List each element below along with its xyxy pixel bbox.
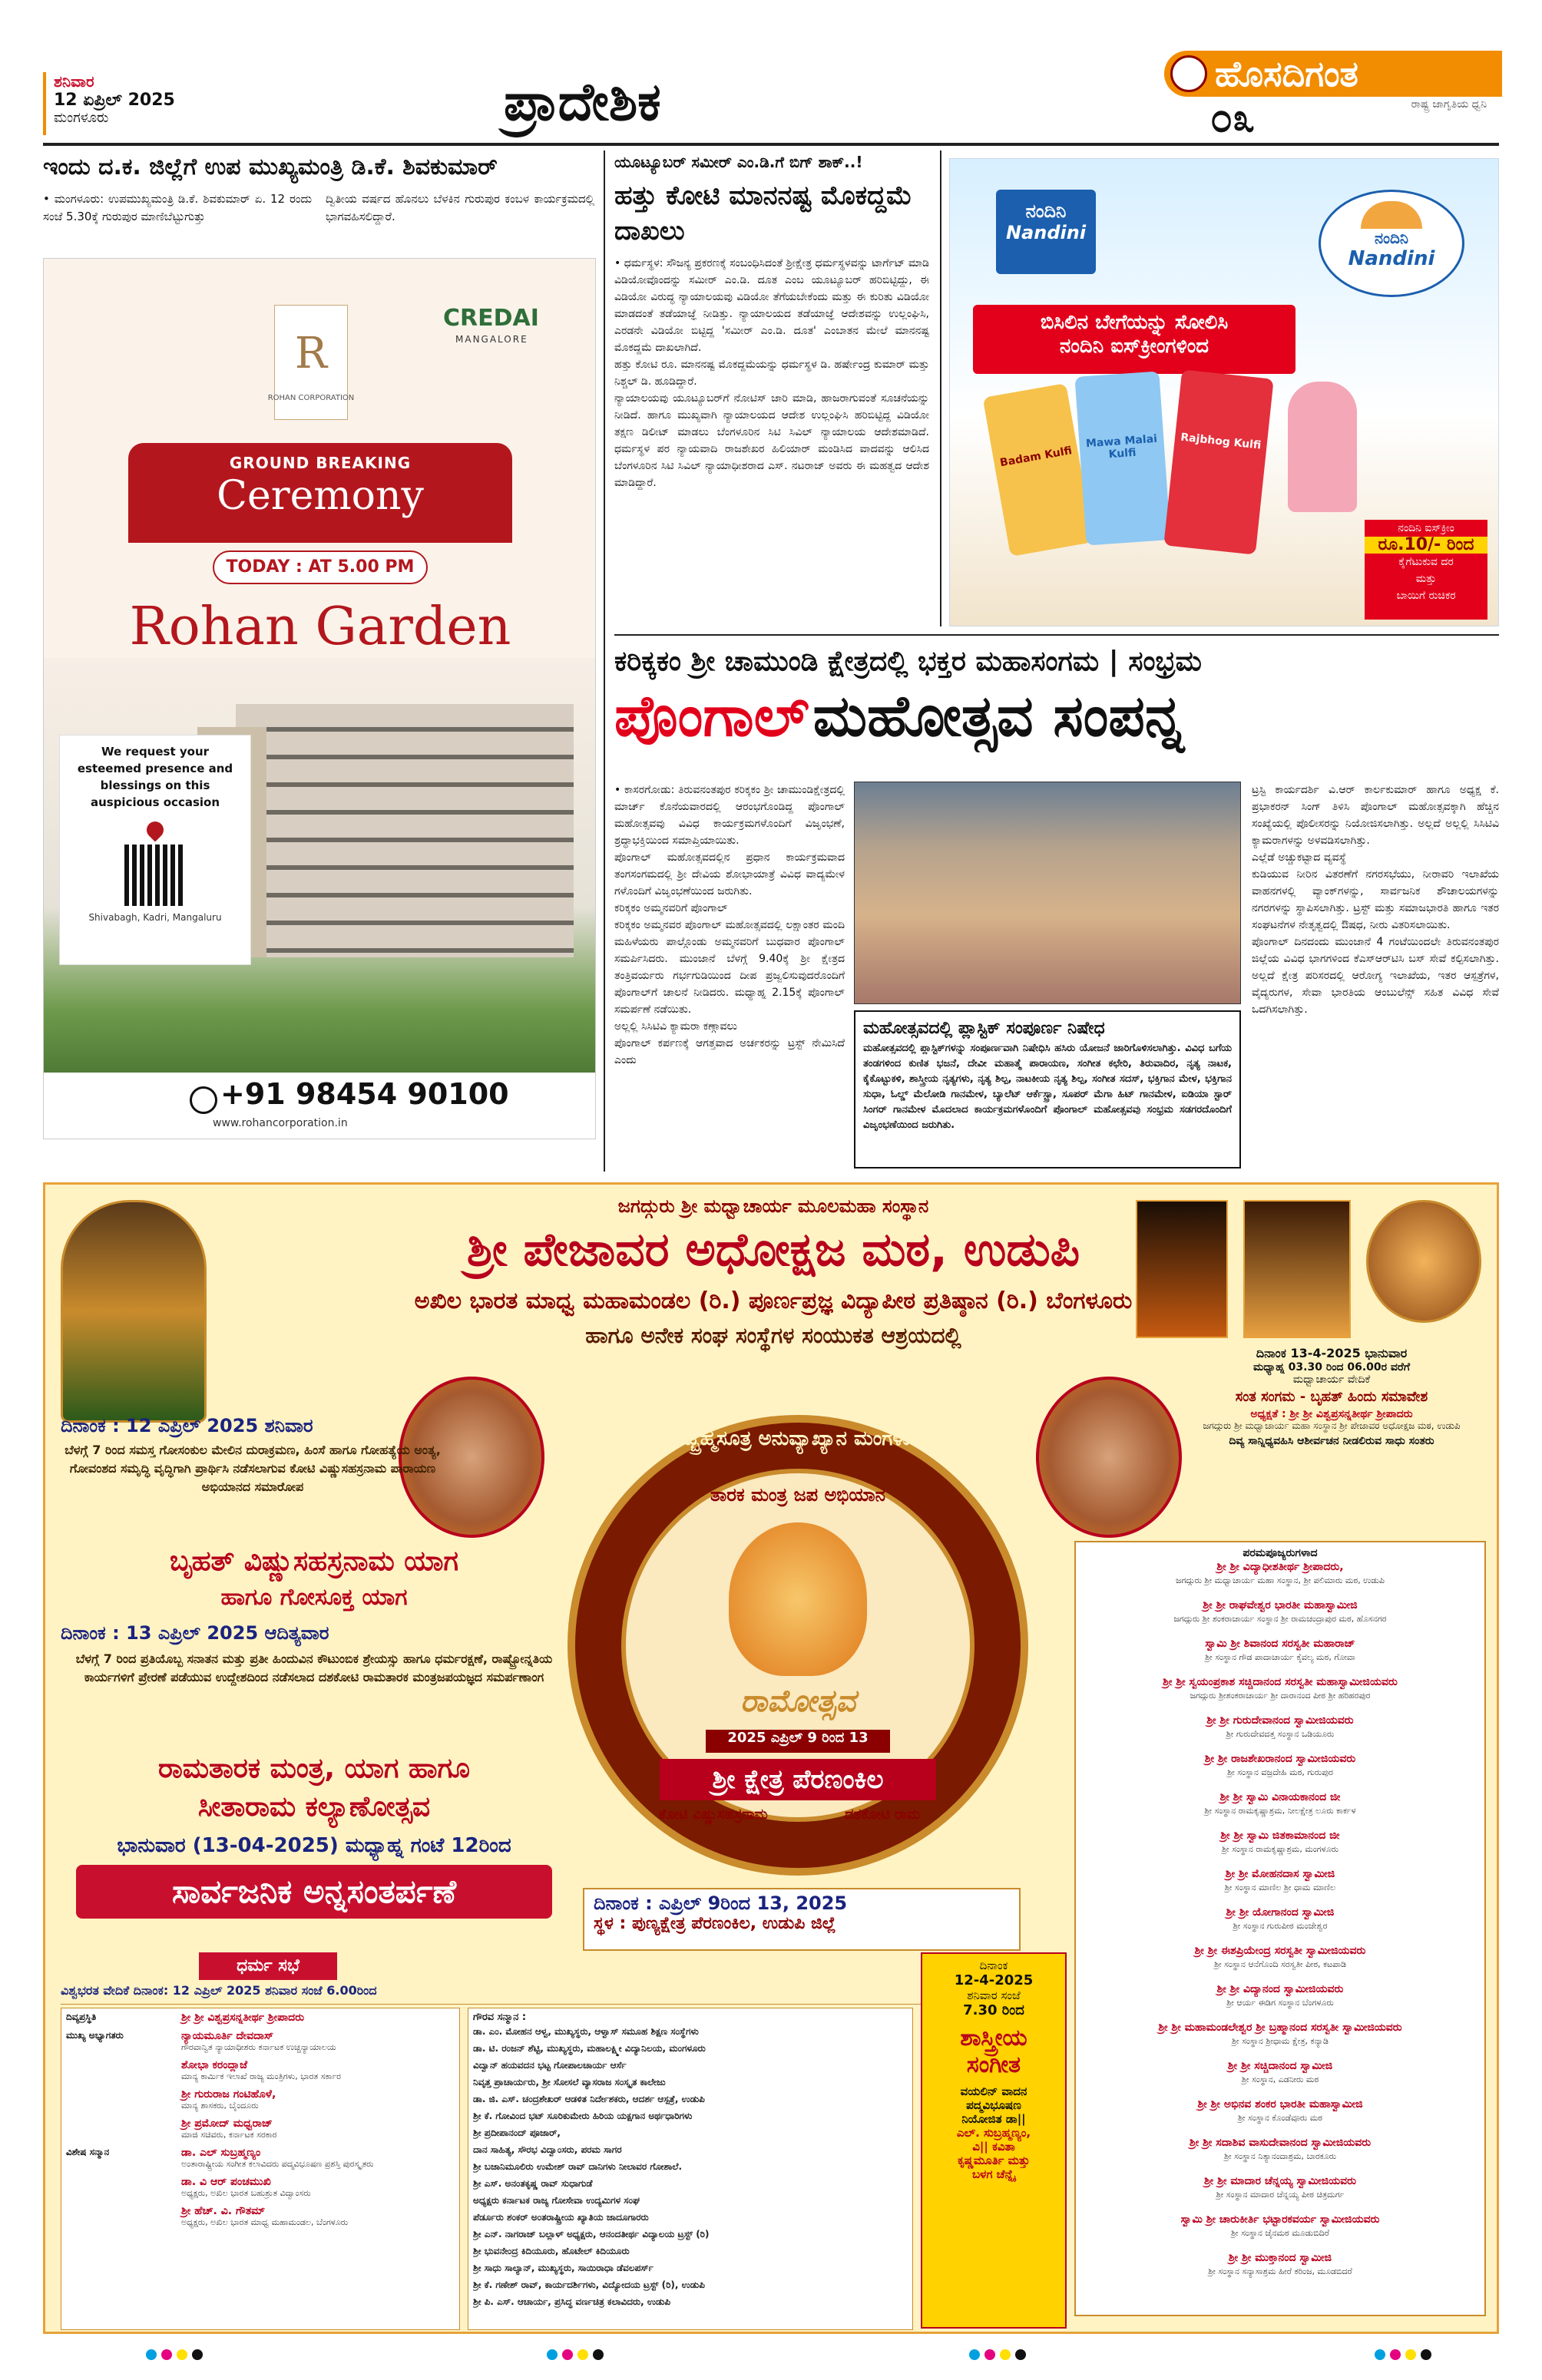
- concert-text3: ನಿಯೋಜಿತ ಡಾ||: [961, 2112, 1026, 2126]
- story3-headline-black: ಮಹೋತ್ಸವ ಸಂಪನ್ನ: [812, 683, 1185, 749]
- concert-title1: ಶಾಸ್ತ್ರೀಯ: [960, 2025, 1027, 2051]
- saint-sub: ಜಗದ್ಗುರು ಶ್ರೀ ಮಧ್ವಾಚಾರ್ಯ ಮಹಾ ಸಂಸ್ಥಾನ, ಶ್ರೀ ಪಲಿಮಾರು ಮಠ, ಉಡುಪಿ: [1176, 1575, 1385, 1585]
- kshetra-ribbon: ಶ್ರೀ ಕ್ಷೇತ್ರ ಪೆರಣಂಕಿಲ: [660, 1759, 936, 1800]
- kulfi-pack-2: [1074, 371, 1170, 545]
- nandini-en-left: Nandini: [1005, 222, 1087, 243]
- guest-sub: ಮಾನ್ಯ ಶಾಸಕರು, ಬೈಂದೂರು: [181, 2101, 259, 2111]
- masthead-city: ಮಂಗಳೂರು: [54, 110, 109, 126]
- invite-text: We request your esteemed presence and blessings on this auspicious occasion: [77, 745, 233, 809]
- dharma-sabhe-tab: ಧರ್ಮ ಸಭೆ: [199, 1952, 337, 1980]
- saint-sub: ಶ್ರೀ ಸಂಸ್ಥಾನ ಗೌಡ ಪಾದಾಚಾರ್ಯ ಕೈವಲ್ಯ ಮಠ, ಗೋವಾ: [1205, 1652, 1355, 1662]
- ad-rohan-garden[interactable]: [43, 258, 596, 1139]
- saint-name: ಶ್ರೀ ಶ್ರೀ ಮೋಹನದಾಸ ಸ್ವಾಮೀಜಿ: [1225, 1868, 1335, 1880]
- guest-row: [66, 2088, 455, 2111]
- guest-name: ನ್ಯಾಯಮೂರ್ತಿ ದೇವದಾಸ್: [181, 2030, 274, 2042]
- swamiji-photo-right: [1036, 1377, 1182, 1538]
- price-line2: ರೂ.10/- ರಿಂದ: [1365, 537, 1487, 554]
- today-badge: TODAY : AT 5.00 PM: [213, 550, 428, 584]
- saint-sub: ಶ್ರೀ ಸಂಸ್ಥಾನ ನಿತ್ಯಾನಂದಾಶ್ರಮ, ಬಾರಕೂರು: [1223, 2151, 1337, 2161]
- masthead-rule: [43, 143, 1499, 146]
- pack3-label: Rajbhog Kulfi: [1180, 431, 1262, 452]
- ramotsava-dates: 2025 ಎಪ್ರಿಲ್ 9 ರಿಂದ 13: [706, 1730, 890, 1753]
- box-title: ಮಹೋತ್ಸವದಲ್ಲಿ ಪ್ಲಾಸ್ಟಿಕ್ ಸಂಪೂರ್ಣ ನಿಷೇಧ: [863, 1019, 1105, 1038]
- saint-name: ಸ್ವಾಮಿ ಶ್ರೀ ಶಿವಾನಂದ ಸರಸ್ವತೀ ಮಹಾರಾಜ್: [1205, 1638, 1355, 1650]
- pack1-label: Badam Kulfi: [998, 445, 1074, 470]
- registration-marks-far-right: [1375, 2349, 1431, 2360]
- page-number: ೦೩: [1210, 95, 1256, 141]
- ground-breaking: GROUND BREAKING: [229, 454, 412, 472]
- ramotsava-wheel: [567, 1415, 1028, 1876]
- guest-sub: ಅಧ್ಯಕ್ಷರು, ಅಖಿಲ ಭಾರತ ಬಹುಶ್ರುತ ವಿದ್ವಾಂಸರು: [181, 2188, 311, 2198]
- annadana-banner: ಸಾರ್ವಜನಿಕ ಅನ್ನಸಂತರ್ಪಣೆ: [76, 1865, 552, 1919]
- saint-sub: ಶ್ರೀ ಸಂಸ್ಥಾನ ಸನ್ಯಾಸಾಶ್ರಮ ಹೀರೆ ಕರಿಂಜ, ಮೂಡಬಿದರೆ: [1208, 2266, 1352, 2276]
- honoree-line: ಶ್ರೀ ಕೆ. ಗೋವಿಂದ ಭಟ್ ಸೂರಿಕುಮೇರು ಹಿರಿಯ ಯಕ್ಷಗಾನ ಅರ್ಥಧಾರಿಗಳು: [473, 2111, 693, 2121]
- saint-sub: ಜಗದ್ಗುರು ಶ್ರೀ ಶಂಕರಾಚಾರ್ಯ ಸಂಸ್ಥಾನ ಶ್ರೀ ರಾಮಚಂದ್ರಾಪುರ ಮಠ, ಹೊಸನಗರ: [1173, 1614, 1387, 1624]
- guest-role: ಮುಖ್ಯ ಅಭ್ಯಾಗತರು: [66, 2030, 124, 2041]
- crowd-photo: [854, 782, 1241, 1004]
- guest-name: ಶ್ರೀ ಶ್ರೀ ವಿಶ್ವಪ್ರಸನ್ನತೀರ್ಥ ಶ್ರೀಪಾದರು: [181, 2011, 305, 2024]
- ceremony-ribbon: [128, 443, 512, 543]
- saint-name: ಶ್ರೀ ಶ್ರೀ ಗುರುದೇವಾನಂದ ಸ್ವಾಮೀಜಿಯವರು: [1206, 1714, 1354, 1727]
- saint-name: ಶ್ರೀ ಶ್ರೀ ರಾಜಶೇಖರಾನಂದ ಸ್ವಾಮೀಜಿಯವರು: [1204, 1753, 1356, 1765]
- nandini-en-right: Nandini: [1348, 247, 1435, 270]
- honoree-line: ಡಾ. ಜಿ. ಎಸ್. ಚಂದ್ರಶೇಖರ್ ಆಡಳಿತ ನಿರ್ದೇಶಕರು, ಆದರ್ಶ ಆಸ್ಪತ್ರೆ, ಉಡುಪಿ: [473, 2094, 705, 2104]
- saints-list: [1074, 1541, 1486, 2316]
- concert-day: ಶನಿವಾರ ಸಂಜೆ: [967, 1988, 1021, 2002]
- saint-name: ಶ್ರೀ ಶ್ರೀ ಯೋಗಾನಂದ ಸ್ವಾಮೀಜಿ: [1226, 1906, 1335, 1919]
- story1-col1: • ಮಂಗಳೂರು: ಉಪಮುಖ್ಯಮಂತ್ರಿ ಡಿ.ಕೆ. ಶಿವಕುಮಾರ್ ಏ. 12 ರಂದು ಸಂಜೆ 5.30ಕ್ಕೆ ಗುರುಪುರ ಮಾಣಿಬೆಟ್ಟುಗುತ್ತು: [43, 192, 312, 223]
- brand-logo-icon: [1170, 55, 1207, 92]
- concert-date: 12-4-2025: [954, 1972, 1034, 1988]
- guest-sub: ಗೌರವಾನ್ವಿತ ನ್ಯಾಯಾಧೀಶರು ಕರ್ನಾಟಕ ಉಚ್ಚನ್ಯಾಯಾಲಯ: [181, 2042, 336, 2052]
- saint-sub: ಶ್ರೀ ಸಂಸ್ಥಾನ ಗುರುಪೀಠ ಮಂಜೇಶ್ವರ: [1233, 1921, 1328, 1931]
- guest-row: [66, 2011, 455, 2024]
- saint-sub: ಶ್ರೀ ಸಂಸ್ಥಾನ ವಜ್ರದೇಹಿ ಮಠ, ಗುರುಪುರ: [1227, 1767, 1333, 1777]
- story3-col1: • ಕಾಸರಗೋಡು: ತಿರುವನಂತಪುರ ಕರಿಕ್ಕಕಂ ಶ್ರೀ ಚಾಮುಂಡಿಕ್ಷೇತ್ರದಲ್ಲಿ ಮಾರ್ಚ್ ಕೊನೆಯವಾರದಲ್ಲಿ ಆರಂಭಗೊಂಡಿದ್ದ ಪೊಂಗಾಲ್ ಮಹೋತ್ಸವವು ವಿವಿಧ ಕಾರ್ಯಕ್ರಮಗಳೊಂದಿಗೆ ವಿಜೃಂಭಣೆ, ಶ್ರದ್ಧಾಭಕ್ತಿಯಿಂದ ಸಮಾಪ್ತಿಯಾಯಿತು. ಪೊಂಗಾಲ್ ಮಹೋತ್ಸವದಲ್ಲಿನ ಪ್ರಧಾನ ಕಾರ್ಯಕ್ರಮವಾದ ತಂಗಸಂಗಮದಲ್ಲಿ ಶ್ರೀ ದೇವಿಯ ಶೋಭಾಯಾತ್ರೆ ವಿವಿಧ ವಾದ್ಯಮೇಳ ಗಳೊಂದಿಗೆ ವಿಜೃಂಭಣೆಯಿಂದ ಜರುಗಿತು. ಕರಿಕ್ಕಕಂ ಅಮ್ಮನವರಿಗೆ ಪೊಂಗಾಲ್ ಕರಿಕ್ಕಕಂ ಅಮ್ಮನವರ ಪೊಂಗಾಲ್ ಮಹೋತ್ಸವದಲ್ಲಿ ಲಕ್ಷಾಂತರ ಮಂದಿ ಮಹಿಳೆಯರು ಪಾಲ್ಗೊಂಡು ಅಮ್ಮನವರಿಗೆ ಬುಧವಾರ ಪೊಂಗಾಲ್ ಸಮರ್ಪಿಸಿದರು. ಮುಂಜಾನೆ ಬೆಳಗ್ಗೆ 9.40ಕ್ಕೆ ಶ್ರೀ ಕ್ಷೇತ್ರದ ತಂತ್ರಿವರ್ಯರು ಗರ್ಭಗುಡಿಯಿಂದ ದೀಪ ಪ್ರಜ್ವಲಿಸುವುದರೊಂದಿಗೆ ಪೊಂಗಾಲ್‌ಗೆ ಚಾಲನೆ ನೀಡಿದರು. ಮಧ್ಯಾಹ್ನ 2.15ಕ್ಕೆ ಪೊಂಗಾಲ್ ಸಮರ್ಪಣೆ ನಡೆಯಿತು. ಅಲ್ಲಲ್ಲಿ ಸಿಸಿಟಿವಿ ಕ್ಯಾಮರಾ ಕಣ್ಗಾವಲು ಪೊಂಗಾಲ್ ಕರ್ಪಣಕ್ಕೆ ಆಗತ್ತವಾದ ಅರ್ಚಕರನ್ನು ಟ್ರಸ್ಟ್ ನೇಮಿಸಿದೆ ಎಂದು: [614, 784, 845, 1066]
- nandini-tagline: [973, 305, 1295, 374]
- registration-marks-right: [969, 2349, 1026, 2360]
- sangama-block: [1182, 1346, 1481, 1538]
- honoree-line: ಶ್ರೀ ಭುವನೇಂದ್ರ ಕಿದಿಯೂರು, ಹೊಟೇಲ್ ಕಿದಿಯೂರು: [473, 2246, 630, 2256]
- day2-text: ಬೆಳಗ್ಗೆ 7 ರಿಂದ ಪ್ರತಿಯೊಬ್ಬ ಸನಾತನ ಮತ್ತು ಪ್ರತೀ ಹಿಂದುವಿನ ಕೌಟುಂಬಿಕ ಶ್ರೇಯಸ್ಸು ಹಾಗೂ ಧರ್ಮರಕ್ಷಣೆ, ರಾಷ್ಟ್ರೋನ್ನತಿಯ ಕಾರ್ಯಗಳಿಗೆ ಪ್ರೇರಣೆ ಪಡೆಯುವ ಉದ್ದೇಶದಿಂದ ನಡೆಸಲಾದ ದಶಕೋಟಿ ರಾಮತಾರಕ ಮಂತ್ರಜಪಯಜ್ಞದ ಸಮರ್ಪಣಾಂಗ: [75, 1651, 553, 1684]
- day1-event1: ಬೃಹತ್ ವಿಷ್ಣುಸಹಸ್ರನಾಮ ಯಾಗ: [170, 1545, 458, 1577]
- kulfi-pack-3: [1163, 369, 1273, 554]
- story3-col3: ಟ್ರಸ್ಟಿ ಕಾರ್ಯದರ್ಶಿ ವಿ.ಆರ್‌ ಕಾರ್ಲಕುಮಾರ್ ಹಾಗೂ ಅಧ್ಯಕ್ಷ ಕೆ. ಪ್ರಭಾಕರನ್‌ ಸಿಂಗ್ ತಿಳಿಸಿ ಪೊಂಗಾಲ್ ಮಹೋತ್ಸವಕ್ಕಾಗಿ ಹೆಚ್ಚಿನ ಸಂಖ್ಯೆಯಲ್ಲಿ ಪೊಲೀಸರನ್ನು ನಿಯೋಜಿಸಲಾಗಿತ್ತು. ಅಲ್ಲದೆ ಅಲ್ಲಲ್ಲಿ ಸಿಸಿಟಿವಿ ಕ್ಯಾಮರಾಗಳನ್ನು ಅಳವಡಿಸಲಾಗಿತ್ತು. ಎಲ್ಲೆಡೆ ಅಚ್ಚುಕಟ್ಟಾದ ವ್ಯವಸ್ಥೆ ಕುಡಿಯುವ ನೀರಿನ ವಿತರಣೆಗೆ ನಗರಸಭೆಯು, ನೀರಾವರಿ ಇಲಾಖೆಯ ವಾಹನಗಳಲ್ಲಿ ವ್ಯಾಂಕ್‌ಗಳನ್ನು, ಸಾರ್ವಜನಿಕ ಶೌಚಾಲಯಗಳನ್ನು ನಗರಗಳನ್ನು ಸ್ಥಾಪಿಸಲಾಗಿತ್ತು. ಟ್ರಸ್ಟ್ ಮತ್ತು ಸಮಾಜಭಾರತಿ ಹಾಗೂ ಇತರ ಸಂಘಟನೆಗಳ ನೇತೃತ್ವದಲ್ಲಿ ಔಷಧ, ನೀರು ವಿತರಿಸಲಾಯಿತು. ಪೊಂಗಾಲ್ ದಿನದಂದು ಮುಂಜಾನೆ 4 ಗಂಟೆಯಿಂದಲೇ ತಿರುವನಂತಪುರ ಜಿಲ್ಲೆಯ ವಿವಿಧ ಭಾಗಗಳಿಂದ ಕೆಎಸ್‌ಆರ್‌ಟಿಸಿ ಬಸ್ ಸೇವೆ ಕಲ್ಪಿಸಲಾಗಿತ್ತು. ಅಲ್ಲದೆ ಕ್ಷೇತ್ರ ಪರಿಸರದಲ್ಲಿ ಆರೋಗ್ಯ ಇಲಾಖೆಯ, ಇತರ ಆಸ್ಪತ್ರೆಗಳ, ವೈದ್ಯರುಗಳ, ಸೇವಾ ಭಾರತಿಯ ಆಂಬುಲೆನ್ಸ್ ಸಹಿತ ವಿವಿಧ ಸೇವೆ ಒದಗಿಸಲಾಗಿತ್ತು.: [1252, 784, 1499, 1016]
- cow-icon: [1361, 201, 1422, 229]
- wheel-left-text: ಕೋಟಿ ವಿಷ್ಣುಸಹಸ್ರನಾಮ: [659, 1806, 768, 1823]
- masthead-date: 12 ಏಪ್ರಿಲ್ 2025: [54, 91, 175, 110]
- guest-row: [66, 2205, 455, 2228]
- honoree-line: ವಿದ್ವಾನ್ ಹಯವದನ ಭಟ್ಟ ಗೋಪಾಲಚಾರ್ಯ ಆರ್ಸೆ: [473, 2060, 627, 2071]
- concert-text6: ಕೃಷ್ಣಮೂರ್ತಿ ಮತ್ತು: [958, 2154, 1030, 2167]
- shrine-image-1: [1136, 1200, 1228, 1338]
- wheel-outer-text: ಶ್ರೀಮದ್ಬ್ರಹ್ಮಸೂತ್ರ ಅನುವ್ಯಾಖ್ಯಾನ ಮಂಗಳೋತ್ಸವ: [647, 1427, 948, 1450]
- concert-date-label: ದಿನಾಂಕ: [979, 1959, 1008, 1972]
- saint-sub: ಶ್ರೀ ಸಂಸ್ಥಾನ ಕೊಂಡೆವೂರು ಮಠ: [1237, 2113, 1323, 2123]
- nandini-kn-right: ನಂದಿನಿ: [1374, 229, 1409, 247]
- guests-right: [468, 2008, 913, 2330]
- guest-row: [66, 2117, 455, 2140]
- saint-sub: ಶ್ರೀ ಸಂಸ್ಥಾನ, ಎಡನೀರು ಮಠ: [1241, 2074, 1319, 2084]
- masthead: [43, 53, 1499, 141]
- section-title: ಪ್ರಾದೇಶಿಕ: [504, 72, 661, 133]
- deity-image-left: [61, 1200, 207, 1423]
- saint-name: ಶ್ರೀ ಶ್ರೀ ವಿದ್ಯಾಧೀಶತೀರ್ಥ ಶ್ರೀಪಾದರು,: [1216, 1561, 1344, 1573]
- saint-name: ಶ್ರೀ ಶ್ರೀ ಮುಕ್ತಾನಂದ ಸ್ವಾಮೀಜಿ: [1228, 2252, 1332, 2264]
- guest-role: ವಿಶೇಷ ಸನ್ಮಾನ: [66, 2147, 110, 2157]
- saint-sub: ಶ್ರೀ ಸಂಸ್ಥಾನ ಮಾದಾರ ಚೆನ್ನಯ್ಯ ಪೀಠ ಚಿತ್ರದುರ್ಗ: [1216, 2190, 1345, 2200]
- saints-title: ಪರಮಪೂಜ್ಯರುಗಳಾದ: [1243, 1547, 1318, 1559]
- phone-number[interactable]: +91 98454 90100: [220, 1077, 509, 1111]
- saint-name: ಶ್ರೀ ಶ್ರೀ ಸದಾಶಿವ ವಾಸುದೇವಾನಂದ ಸ್ವಾಮೀಜಿಯವರು: [1189, 2137, 1372, 2149]
- guest-sub: ಅಂತಾರಾಷ್ಟ್ರೀಯ ಸಂಗೀತ ಕಲಾವಿದರು ಪದ್ಮವಿಭೂಷಣ ಪ್ರಶಸ್ತಿ ಪುರಸ್ಕೃತರು: [181, 2159, 374, 2169]
- nandini-kn-left: ನಂದಿನಿ: [1025, 200, 1067, 222]
- brand-name: ಹೊಸದಿಗಂತ: [1215, 53, 1358, 94]
- honoree-line: ನಿವೃತ್ತ ಪ್ರಾಚಾರ್ಯರು, ಶ್ರೀ ಸೋಸಲೆ ವ್ಯಾಸರಾಜ ಸಂಸ್ಕೃತ ಕಾಲೇಜು: [473, 2077, 666, 2087]
- concert-text1: ವಯಲಿನ್ ವಾದನ: [960, 2084, 1027, 2098]
- story1-headline: ಇಂದು ದ.ಕ. ಜಿಲ್ಲೆಗೆ ಉಪ ಮುಖ್ಯಮಂತ್ರಿ ಡಿ.ಕೆ. ಶಿವಕುಮಾರ್: [43, 154, 498, 180]
- wheel-right-text: ದಶಕೋಟಿ ರಾಮ: [845, 1806, 920, 1823]
- guest-row: [66, 2059, 455, 2082]
- day2-date: ದಿನಾಂಕ : 13 ಎಪ್ರಿಲ್ 2025 ಆದಿತ್ಯವಾರ: [61, 1622, 329, 1644]
- vertical-rule-2: [940, 150, 941, 626]
- guest-role: [66, 2176, 181, 2199]
- credai-logo: CREDAI: [443, 305, 539, 332]
- ceremony-title: Ceremony: [217, 473, 424, 519]
- guest-name: ಶ್ರೀ ಗುರುರಾಜ ಗಂಟಿಹೊಳೆ,: [181, 2088, 276, 2101]
- project-name: Rohan Garden: [129, 597, 511, 657]
- price-line3: ಕೈಗೆಟುಕುವ ದರ: [1398, 556, 1454, 568]
- website[interactable]: www.rohancorporation.in: [213, 1117, 348, 1129]
- phone-icon: [190, 1086, 217, 1114]
- credai-sub: MANGALORE: [455, 334, 528, 345]
- rohan-logo-icon: R: [274, 305, 348, 420]
- guest-role: ದಿವ್ಯಪ್ರಸ್ಥಿತಿ: [66, 2011, 97, 2022]
- guest-role: [66, 2088, 181, 2111]
- price-line1: ನಂದಿನಿ ಐಸ್‌ಕ್ರೀಂ: [1398, 522, 1454, 534]
- madhwacharya-image: [1366, 1200, 1481, 1323]
- saint-name: ಶ್ರೀ ಶ್ರೀ ಸ್ವಾಮಿ ಜಿತಕಾಮಾನಂದ ಜೀ: [1220, 1830, 1340, 1842]
- horizontal-rule-1: [614, 634, 1499, 636]
- sangama-time: ಮಧ್ಯಾಹ್ನ 03.30 ರಿಂದ 06.00ರ ವರೆಗೆ: [1252, 1361, 1411, 1373]
- map-pin-icon: [143, 818, 167, 841]
- guest-sub: ಮಾನ್ಯ ಕಾರ್ಮಿಕ ಇಲಾಖೆ ರಾಜ್ಯ ಮಂತ್ರಿಗಳು, ಭಾರತ ಸರ್ಕಾರ: [181, 2071, 341, 2081]
- saint-sub: ಶ್ರೀ ಸಂಸ್ಥಾನ ಶ್ರೀಧಾಮ ಕ್ಷೇತ್ರ, ಕನ್ಯಾಡಿ: [1232, 2036, 1329, 2046]
- story1-col2: ದ್ವಿತೀಯ ವರ್ಷದ ಹೊನಲು ಬೆಳಕಿನ ಗುರುಪುರ ಕಂಬಳ ಕಾರ್ಯಕ್ರಮದಲ್ಲಿ ಭಾಗವಹಿಸಲಿದ್ದಾರೆ.: [326, 192, 594, 223]
- saint-sub: ಶ್ರೀ ಸಂಸ್ಥಾನ ಆನೆಗೊಂದಿ ಸರಸ್ವತೀ ಪೀಠ, ಕಟಪಾಡಿ: [1213, 1959, 1347, 1969]
- day1-event2: ಹಾಗೂ ಗೋಸೂಕ್ತ ಯಾಗ: [220, 1584, 408, 1611]
- rama-face-icon: [729, 1522, 867, 1676]
- honoree-line: ಡಾ. ಟಿ. ರಂಜನ್ ಶೆಟ್ಟಿ, ಮುಖ್ಯಸ್ಥರು, ಮಹಾಲಕ್ಷ್ಮೀ ವಿದ್ಯಾನಿಲಯ, ಮಂಗಳೂರು: [473, 2043, 706, 2054]
- saint-sub: ಶ್ರೀ ಸಂಸ್ಥಾನ ಮಾಣಿಲ ಶ್ರೀ ಧಾಮ ಮಾಣಿಲ: [1224, 1883, 1336, 1892]
- sangama-presence: ದಿವ್ಯ ಸಾನ್ನಿಧ್ಯವಹಿಸಿ ಆಶೀರ್ವಚನ ನೀಡಲಿರುವ ಸಾಧು ಸಂತರು: [1229, 1435, 1434, 1447]
- sangama-chair: ಅಧ್ಯಕ್ಷತೆ : ಶ್ರೀ ಶ್ರೀ ವಿಶ್ವಪ್ರಸನ್ನತೀರ್ಥ ಶ್ರೀಪಾದರು: [1250, 1408, 1413, 1420]
- sangama-title: ಸಂತ ಸಂಗಮ - ಬೃಹತ್ ಹಿಂದು ಸಮಾವೇಶ: [1235, 1389, 1428, 1405]
- honoree-line: ಅಧ್ಯಕ್ಷರು ಕರ್ನಾಟಕ ರಾಜ್ಯ ಗೋಸೇವಾ ಉದ್ಯಮಿಗಳ ಸಂಘ: [473, 2195, 640, 2206]
- saint-name: ಶ್ರೀ ಶ್ರೀ ಸ್ವಯಂಪ್ರಕಾಶ ಸಚ್ಚಿದಾನಂದ ಸರಸ್ವತೀ ಮಹಾಸ್ವಾಮೀಜಿಯವರು: [1163, 1676, 1398, 1688]
- honoree-line: ಶ್ರೀ ಪಿ. ಎಸ್. ಆಚಾರ್ಯ, ಪ್ರಸಿದ್ಧ ವರ್ಣಚಿತ್ರ ಕಲಾವಿದರು, ಉಡುಪಿ: [473, 2296, 671, 2307]
- ramotsava-title: ರಾಮೋತ್ಸವ: [740, 1684, 856, 1719]
- saint-sub: ಶ್ರೀ ಸಂಸ್ಥಾನ ರಾಮಕೃಷ್ಣಾಶ್ರಮ, ಮಂಗಳೂರು: [1222, 1844, 1338, 1854]
- guests-left: [61, 2008, 460, 2330]
- guest-sub: ಅಧ್ಯಕ್ಷರು, ಅಖಿಲ ಭಾರತ ಮಾಧ್ವ ಮಹಾಮಂಡಲ, ಬೆಂಗಳೂರು: [181, 2217, 349, 2227]
- guest-name: ಡಾ. ವಿ ಆರ್ ಪಂಚಮುಖಿ: [181, 2176, 271, 2188]
- guest-row: [66, 2176, 455, 2199]
- day1-date: ದಿನಾಂಕ : 12 ಎಪ್ರಿಲ್ 2025 ಶನಿವಾರ: [61, 1415, 313, 1436]
- saint-name: ಸ್ವಾಮಿ ಶ್ರೀ ಚಾರುಕೀರ್ತಿ ಭಟ್ಟಾರಕವರ್ಯ ಸ್ವಾಮೀಜಿಯವರು: [1180, 2213, 1380, 2226]
- venue-date: ದಿನಾಂಕ : ಎಪ್ರಿಲ್ 9ರಿಂದ 13, 2025: [594, 1892, 848, 1914]
- concert-box: [921, 1952, 1067, 2329]
- masthead-day: ಶನಿವಾರ: [54, 72, 94, 91]
- honoree-line: ಶ್ರೀ ಬಜಾನಿಮೂಲಿರು ಉಮೇಶ್ ರಾವ್ ದಾನಿಗಳು ನೀಲಾವರ ಗೋಶಾಲೆ.: [473, 2161, 683, 2172]
- vertical-rule-1: [604, 150, 605, 1172]
- concert-text5: ವಿ|| ಕವಿತಾ: [972, 2140, 1015, 2154]
- honoree-line: ಶ್ರೀ ಸಾಧು ಸಾಲ್ಯಾನ್, ಮುಖ್ಯಸ್ಥರು, ಸಾಯಿರಾಧಾ ಡೆವಲಪರ್ಸ್: [473, 2263, 654, 2273]
- saint-name: ಶ್ರೀ ಶ್ರೀ ಸಚ್ಚಿದಾನಂದ ಸ್ವಾಮೀಜಿ: [1227, 2060, 1333, 2072]
- ad-joint-line: ಹಾಗೂ ಅನೇಕ ಸಂಘ ಸಂಸ್ಥೆಗಳ ಸಂಯುಕತ ಆಶ್ರಯದಲ್ಲಿ: [585, 1323, 961, 1348]
- sangama-chair-sub: ಜಗದ್ಗುರು ಶ್ರೀ ಮಧ್ವಾಚಾರ್ಯ ಮಹಾ ಸಂಸ್ಥಾನ ಶ್ರೀ ಪೇಜಾವರ ಅಧೋಕ್ಷಜ ಮಠ, ಉಡುಪಿ: [1203, 1420, 1461, 1431]
- story3-kicker: ಕರಿಕ್ಕಕಂ ಶ್ರೀ ಚಾಮುಂಡಿ ಕ್ಷೇತ್ರದಲ್ಲಿ ಭಕ್ತರ ಮಹಾಸಂಗಮ | ಸಂಭ್ರಮ: [614, 646, 1202, 677]
- day2-event1: ರಾಮತಾರಕ ಮಂತ್ರ, ಯಾಗ ಹಾಗೂ: [158, 1753, 470, 1784]
- nandini-logo-left: [996, 190, 1096, 274]
- shrine-image-2: [1243, 1200, 1351, 1338]
- saint-name: ಶ್ರೀ ಶ್ರೀ ಮಾದಾರ ಚೆನ್ನಯ್ಯ ಸ್ವಾಮೀಜಿಯವರು: [1203, 2175, 1357, 2187]
- guests-right-title: ಗೌರವ ಸನ್ಮಾನ :: [473, 2011, 527, 2023]
- venue-place: ಸ್ಥಳ : ಪುಣ್ಯಕ್ಷೇತ್ರ ಪೆರಣಂಕಿಲ, ಉಡುಪಿ ಜಿಲ್ಲೆ: [594, 1914, 836, 1933]
- guest-role: [66, 2059, 181, 2082]
- honoree-line: ಡಾ. ಎಂ. ಮೋಹನ ಆಳ್ವ, ಮುಖ್ಯಸ್ಥರು, ಆಳ್ವಾಸ್ ಸಮೂಹ ಶಿಕ್ಷಣ ಸಂಸ್ಥೆಗಳು: [473, 2026, 699, 2037]
- ad-title: ಶ್ರೀ ಪೇಜಾವರ ಅಧೋಕ್ಷಜ ಮಠ, ಉಡುಪಿ: [466, 1223, 1080, 1277]
- qr-code-icon: [124, 845, 186, 906]
- concert-text2: ಪದ್ಮವಿಭೂಷಣ: [966, 2098, 1021, 2112]
- plastic-ban-box: [854, 1010, 1241, 1169]
- saint-name: ಶ್ರೀ ಶ್ರೀ ಮಹಾಮಂಡಲೇಶ್ವರ ಶ್ರೀ ಬ್ರಹ್ಮಾನಂದ ಸರಸ್ವತೀ ಸ್ವಾಮೀಜಿಯವರು: [1158, 2021, 1402, 2034]
- icecream-bar-icon: [1288, 382, 1357, 512]
- venue-box: [583, 1888, 1021, 1951]
- tagline-line1: ಬಿಸಿಲಿನ ಬೇಗೆಯನ್ನು ಸೋಲಿಸಿ: [1040, 311, 1229, 334]
- saint-sub: ಶ್ರೀ ಸಂಸ್ಥಾನ ರಾಮಕೃಷ್ಣಾಶ್ರಮ, ನೀಲಕ್ಷೇತ್ರ ಲೂರು ಕಾರ್ಕಳ: [1204, 1806, 1356, 1816]
- guest-row: [66, 2030, 455, 2053]
- phone-strip: [44, 1073, 596, 1139]
- story-pongal: [614, 642, 1499, 1172]
- saint-name: ಶ್ರೀ ಶ್ರೀ ರಾಘವೇಶ್ವರ ಭಾರತೀ ಮಹಾಸ್ವಾಮೀಜಿ: [1203, 1599, 1358, 1611]
- box-body: ಮಹೋತ್ಸವದಲ್ಲಿ ಪ್ಲಾಸ್ಟಿಕ್‌ಗಳನ್ನು ಸಂಪೂರ್ಣವಾಗಿ ನಿಷೇಧಿಸಿ ಹಸಿರು ಯೋಜನೆ ಜಾರಿಗೊಳಿಸಲಾಗಿತ್ತು. ವಿವಿಧ ಬಗೆಯ ತಂಡಗಳಿಂದ ಕುಣಿತ ಭಜನೆ, ದೇವೀ ಮಹಾತ್ಮೆ ಪಾರಾಯಣ, ಸಂಗೀತ ಕಛೇರಿ, ತಿರುವಾದಿರ, ನೃತ್ಯ ನಾಟಕ, ಕೈಕೊಟ್ಟುಕಳಿ, ಶಾಸ್ತ್ರೀಯ ನೃತ್ಯಗಳು, ನೃತ್ಯ ಶಿಲ್ಪ, ನಾಟಕೀಯ ನೃತ್ಯ ಶಿಲ್ಪ, ಸಂಗೀತ ಸದಸ್, ಭಕ್ತಿಗಾನ ಮೇಳ, ಭಕ್ತಿಗಾನ ಸುಧಾ, ಓಲ್ಡ್ ಮೆಲೋಡಿ ಗಾನಮೇಳ, ಬ್ಯಾಲೆಟ್ ಆರ್ಕೆಸ್ಟ್ರಾ, ಸೂಪರ್ ಮೆಗಾ ಹಿಟ್ ಗಾನಮೇಳ, ಐಡಿಯಾ ಸ್ಟಾರ್ ಸಿಂಗರ್ ಗಾನಮೇಳ ಮೊದಲಾದ ಕಾರ್ಯಕ್ರಮಗಳೊಂದಿಗೆ ಪೊಂಗಾಲ್ ಮಹೋತ್ಸವವು ಸಂಭ್ರಮ ಸಡಗರದೊಂದಿಗೆ ವಿಜೃಂಭಣೆಯಿಂದ ಜರುಗಿತು.: [863, 1043, 1232, 1131]
- annadana-time: ಭಾನುವಾರ (13-04-2025) ಮಧ್ಯಾಹ್ನ ಗಂಟೆ 12ರಿಂದ: [117, 1834, 511, 1857]
- concert-title2: ಸಂಗೀತ: [966, 2051, 1021, 2078]
- honoree-line: ಶ್ರೀ ಕೆ. ಗಣೇಶ್ ರಾವ್, ಕಾರ್ಯದರ್ಶಿಗಳು, ವಿದ್ಯೋದಯ ಟ್ರಸ್ಟ್ (ರಿ), ಉಡುಪಿ: [473, 2279, 705, 2290]
- story-shivakumar: [43, 150, 596, 250]
- tagline-line2: ನಂದಿನಿ ಐಸ್‌ಕ್ರೀಂಗಳಿಂದ: [1059, 335, 1209, 358]
- story2-body: • ಧರ್ಮಸ್ಥಳ: ಸೌಜನ್ಯ ಪ್ರಕರಣಕ್ಕೆ ಸಂಬಂಧಿಸಿದಂತೆ ಶ್ರೀಕ್ಷೇತ್ರ ಧರ್ಮಸ್ಥಳವನ್ನು ಟಾರ್ಗೆಟ್ ಮಾಡಿ ವಿಡಿಯೋವೊಂದನ್ನು ಸಮೀರ್ ಎಂ.ಡಿ. ದೂತ ಎಂಬ ಯೂಟ್ಯೂಬರ್ ಹರಿಬಿಟ್ಟಿದ್ದು, ಈ ವಿಡಿಯೋ ವಿರುದ್ಧ ನ್ಯಾಯಾಲಯವು ವಿಡಿಯೋ ತೆಗೆಯಬೇಕೆಂದು ಮತ್ತು ಈ ಕುರಿತು ವಿಡಿಯೋ ಮಾಡದಂತೆ ತಡೆಯಾಜ್ಞೆ ನೀಡಿತ್ತು. ನ್ಯಾಯಾಲಯದ ತಡೆಯಾಜ್ಞೆ ಆದೇಶವನ್ನು ಉಲ್ಲಂಘಿಸಿ, ಎರಡನೇ ವಿಡಿಯೋ ಬಿಟ್ಟಿದ್ದ 'ಸಮೀರ್ ಎಂ.ಡಿ. ದೂತ' ಎಂಬಾತನ ಮೇಲೆ ಮಾನನಷ್ಟ ಮೊಕದ್ದಮೆ ದಾಖಲಾಗಿದೆ. ಹತ್ತು ಕೋಟಿ ರೂ. ಮಾನನಷ್ಟ ಮೊಕದ್ದಮೆಯನ್ನು ಧರ್ಮಸ್ಥಳ ಡಿ. ಹರ್ಷೇಂದ್ರ ಕುಮಾರ್ ಮತ್ತು ನಿಶ್ಚಲ್ ಡಿ. ಹೂಡಿದ್ದಾರೆ. ನ್ಯಾಯಾಲಯವು ಯೂಟ್ಯೂಬರ್‌ಗೆ ನೋಟಿಸ್ ಜಾರಿ ಮಾಡಿ, ಹಾಜರಾಗುವಂತೆ ಸೂಚನೆಯನ್ನು ನೀಡಿದೆ. ಹಾಗೂ ಮುಖ್ಯವಾಗಿ ನ್ಯಾಯಾಲಯದ ಆದೇಶ ಉಲ್ಲಂಘಿಸಿ ಹರಿಬಿಟ್ಟಿದ್ದ ವಿಡಿಯೋ ತಕ್ಷಣ ಡಿಲೀಟ್ ಮಾಡಲು ಬೆಂಗಳೂರಿನ ಸಿಟಿ ಸಿವಿಲ್ ನ್ಯಾಯಾಲಯ ಆದೇಶಮಾಡಿದೆ. ಧರ್ಮಸ್ಥಳ ಪರ ನ್ಯಾಯವಾದಿ ರಾಜಶೇಖರ ಹಿಲಿಯಾರ್ ಮಂಡಿಸಿದ ವಾದವನ್ನು ಆಲಿಸಿದ ಬೆಂಗಳೂರಿನ ಸಿಟಿ ಸಿವಿಲ್ ನ್ಯಾಯಾಧೀಶರಾದ ಎಸ್. ನಟರಾಜ್ ಅವರು ಈ ಮಹತ್ವದ ಆದೇಶ ಮಾಡಿದ್ದಾರೆ.: [614, 257, 929, 489]
- day2-event2: ಸೀತಾರಾಮ ಕಲ್ಯಾಣೋತ್ಸವ: [197, 1791, 431, 1823]
- rohan-brand: ROHAN CORPORATION: [267, 394, 355, 402]
- date-block: [43, 72, 243, 135]
- brand-tagline: ರಾಷ್ಟ್ರ ಜಾಗೃತಿಯ ಧ್ವನಿ: [1411, 98, 1487, 111]
- story-youtuber: [614, 150, 929, 634]
- honoree-line: ದಾನ ಸಾಹಿತ್ಯ, ಸೌರಭ ವಿದ್ವಾಂಸರು, ಪರಮ ಸಾಗರ: [473, 2144, 622, 2155]
- guest-name: ಶ್ರೀ ಹೆಚ್. ವಿ. ಗೌತಮ್: [181, 2205, 266, 2217]
- saint-name: ಶ್ರೀ ಶ್ರೀ ಈಶಪ್ರಿಯೇಂದ್ರ ಸರಸ್ವತೀ ಸ್ವಾಮೀಜಿಯವರು: [1194, 1945, 1366, 1957]
- invite-card: [59, 735, 251, 965]
- nandini-logo-right: [1319, 190, 1464, 297]
- brand-block: [1141, 51, 1502, 144]
- saint-sub: ಶ್ರೀ ಸಂಸ್ಥಾನ ಜೈನಮಠ ಮೂಡುಬಿದಿರೆ: [1231, 2228, 1329, 2238]
- ad-nandini[interactable]: [949, 158, 1499, 626]
- ad-org-line: ಅಖಿಲ ಭಾರತ ಮಾಧ್ವ ಮಹಾಮಂಡಲ (ರಿ.) ಪೂರ್ಣಪ್ರಜ್ಞ ವಿದ್ಯಾಪೀಠ ಪ್ರತಿಷ್ಠಾನ (ರಿ.) ಬೆಂಗಳೂರು: [414, 1288, 1133, 1314]
- ad-top-line: ಜಗದ್ಗುರು ಶ್ರೀ ಮಧ್ವಾಚಾರ್ಯ ಮೂಲಮಹಾ ಸಂಸ್ಥಾನ: [617, 1195, 929, 1217]
- story2-headline: ಹತ್ತು ಕೋಟಿ ಮಾನನಷ್ಟ ಮೊಕದ್ದಮೆ ದಾಖಲು: [614, 180, 912, 246]
- day1-text: ಬೆಳಗ್ಗೆ 7 ರಿಂದ ಸಮಸ್ತ ಗೋಸಂಕುಲ ಮೇಲಿನ ದುರಾಕ್ರಮಣ, ಹಿಂಸೆ ಹಾಗೂ ಗೋಹತ್ಯೆಯ ಅಂತ್ಯ, ಗೋವಂಶದ ಸಮೃದ್ಧಿ ವೃದ್ಧಿಗಾಗಿ ಪ್ರಾರ್ಥಿಸಿ ನಡೆಸಲಾಗುವ ಕೋಟಿ ವಿಷ್ಣುಸಹಸ್ರನಾಮ ಪಾರಾಯಣ ಅಭಿಯಾನದ ಸಮಾರೋಪ: [65, 1443, 441, 1494]
- saint-name: ಶ್ರೀ ಶ್ರೀ ವಿದ್ಯಾನಂದ ಸ್ವಾಮೀಜಿಯವರು: [1216, 1983, 1344, 1995]
- location-text: Shivabagh, Kadri, Mangaluru: [88, 912, 222, 923]
- honoree-line: ಶ್ರೀ ಎನ್. ನಾಗರಾಜ್ ಬಲ್ಲಾಳ್ ಅಧ್ಯಕ್ಷರು, ಆನಂದತೀರ್ಥ ವಿದ್ಯಾಲಯ ಟ್ರಸ್ಟ್ (ರಿ): [473, 2229, 710, 2240]
- saint-name: ಶ್ರೀ ಶ್ರೀ ಅಭಿನವ ಶಂಕರ ಭಾರತೀ ಮಹಾಸ್ವಾಮೀಜಿ: [1197, 2098, 1363, 2111]
- registration-marks-center: [547, 2349, 604, 2360]
- concert-time: 7.30 ರಿಂದ: [963, 2002, 1024, 2018]
- pack2-label: Mawa Malai Kulfi: [1085, 432, 1158, 461]
- honoree-line: ಪೆರ್ಡೂರು ಶಂಕರ್ ಅಂತರಾಷ್ಟ್ರೀಯ ಖ್ಯಾತಿಯ ಜಾದೂಗಾರರು: [473, 2212, 649, 2223]
- price-line4: ಮತ್ತು: [1415, 573, 1437, 585]
- saint-name: ಶ್ರೀ ಶ್ರೀ ಸ್ವಾಮಿ ವಿನಾಯಕಾನಂದ ಜೀ: [1219, 1791, 1341, 1803]
- sangama-venue: ಮಧ್ವಾಚಾರ್ಯ ವೇದಿಕೆ: [1292, 1373, 1371, 1386]
- saint-sub: ಜಗದ್ಗುರು ಶ್ರೀಶಂಕರಾಚಾರ್ಯ ಶ್ರೀ ದಾರಾನಂದ ಪೀಠ ಶ್ರೀ ಹರಿಹರಪುರ: [1190, 1691, 1371, 1701]
- wheel-inner-text: ತಾರಕ ಮಂತ್ರ ಜಪ ಅಭಿಯಾನ: [710, 1484, 885, 1506]
- concert-text7: ಬಳಗ ಚೆನ್ನೈ: [972, 2167, 1015, 2181]
- sangama-date: ದಿನಾಂಕ 13-4-2025 ಭಾನುವಾರ: [1256, 1346, 1408, 1360]
- story3-headline-red: ಪೊಂಗಾಲ್: [614, 683, 809, 749]
- saint-sub: ಶ್ರೀ ಗುರುದೇವದತ್ತ ಸಂಸ್ಥಾನ ಒಡಿಯೂರು: [1226, 1729, 1335, 1739]
- ad-pejavara-mutt[interactable]: [43, 1182, 1499, 2334]
- story2-kicker: ಯೂಟ್ಯೂಬರ್ ಸಮೀರ್ ಎಂ.ಡಿ.ಗೆ ಬಿಗ್ ಶಾಕ್..!: [614, 153, 863, 171]
- honoree-line: ಶ್ರೀ ಎಸ್. ಅನಂತಕೃಷ್ಣ ರಾವ್ ಸುಧಾಗುಡೆ: [473, 2178, 593, 2189]
- guest-sub: ಮಾಜಿ ಸಚಿವರು, ಕರ್ನಾಟಕ ಸರಕಾರ: [181, 2130, 277, 2140]
- saint-sub: ಶ್ರೀ ಆರ್ಯ ಈಡಿಗ ಸಂಸ್ಥಾನ ಬೆಂಗಳೂರು: [1226, 1998, 1334, 2008]
- price-badge: [1365, 520, 1487, 620]
- registration-marks-left: [146, 2349, 203, 2360]
- price-line5: ಬಾಯಿಗೆ ರುಚಿಕರ: [1396, 590, 1456, 602]
- concert-text4: ಎಲ್. ಸುಬ್ರಹ್ಮಣ್ಯಂ,: [956, 2126, 1031, 2140]
- guest-row: [66, 2147, 455, 2170]
- guest-name: ಡಾ. ಎಲ್ ಸುಬ್ರಹ್ಮಣ್ಯಂ: [181, 2147, 261, 2159]
- guest-role: [66, 2205, 181, 2228]
- guest-name: ಶೋಭಾ ಕರಂದ್ಲಾಜೆ: [181, 2059, 248, 2071]
- honoree-line: ಶ್ರೀ ಪ್ರದೀಪಾನಂದ್ ಪೂಜಾರ್,: [473, 2127, 561, 2138]
- sabhe-line: ವಿಶ್ವಭರತ ವೇದಿಕೆ ದಿನಾಂಕ: 12 ಎಪ್ರಿಲ್ 2025 ಶನಿವಾರ ಸಂಜೆ 6.00ರಿಂದ: [61, 1983, 928, 2005]
- guest-role: [66, 2117, 181, 2140]
- guest-name: ಶ್ರೀ ಪ್ರಮೋದ್ ಮಧ್ವರಾಜ್: [181, 2117, 273, 2130]
